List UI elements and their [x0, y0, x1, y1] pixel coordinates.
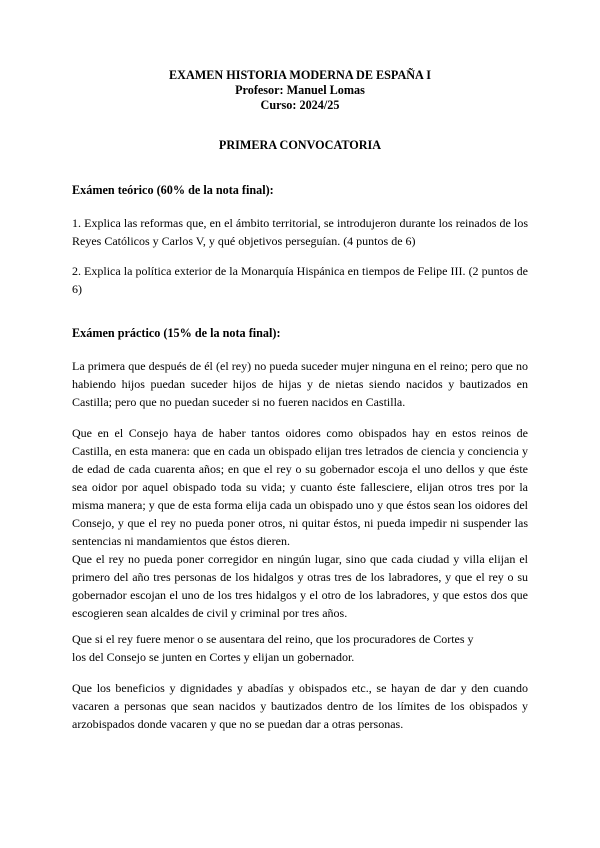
practice-paragraph-4-line-1: Que si el rey fuere menor o se ausentara del reino, que los procuradores de Cortes y: [72, 632, 474, 646]
practice-paragraph-2: Que en el Consejo haya de haber tantos oidores como obispados hay en estos reinos de Castilla, en esta manera: que en cada un obispado elijan tres letrados de ciencia y conciencia y de edad de cada cuarenta años; en que el rey o su gobernador escoja el uno dellos y que éste sea oidor por aquel obispado toda su vida; y cuanto éste fallesciere, elijan otros tres por la misma manera; y que de esta forma elija cada un obispado uno y que éstos sean los oidores del Consejo, y que el rey no pueda poner otros, ni quitar éstos, ni pueda impedir ni suspender las sentencias ni mandamientos que éstos dieren.: [72, 426, 528, 548]
exam-header: [0, 68, 600, 114]
course-line: Curso: 2024/25: [260, 98, 340, 113]
professor-line: Profesor: Manuel Lomas: [235, 83, 365, 98]
convocatoria-title: PRIMERA CONVOCATORIA: [218, 138, 382, 152]
practice-paragraph-1: La primera que después de él (el rey) no pueda suceder mujer ninguna en el reino; pero que no habiendo hijos puedan suceder hijos de hijas y de nietas siendo nacidos y bautizados en Castilla; pero que no puedan suceder si no fueren nacidos en Castilla.: [72, 359, 528, 409]
practice-paragraph-4-line-2: los del Consejo se junten en Cortes y elijan un gobernador.: [72, 650, 355, 664]
theory-question-1: 1. Explica las reformas que, en el ámbito territorial, se introdujeron durante los reinados de los Reyes Católicos y Carlos V, y qué objetivos perseguían. (4 puntos de 6): [72, 216, 528, 248]
theory-question-2: 2. Explica la política exterior de la Monarquía Hispánica en tiempos de Felipe III. (2 puntos de 6): [72, 264, 528, 296]
practice-paragraph-5: Que los beneficios y dignidades y abadías y obispados etc., se hayan de dar y den cuando vacaren a personas que sean nacidos y bautizados dentro de los límites de los obispados y arzobispados donde vacaren y que no se puedan dar a otras personas.: [72, 681, 528, 731]
theory-section-title: Exámen teórico (60% de la nota final):: [72, 183, 274, 197]
exam-title: EXAMEN HISTORIA MODERNA DE ESPAÑA I: [169, 68, 431, 82]
practice-paragraph-4: [72, 630, 528, 666]
practice-section-title: Exámen práctico (15% de la nota final):: [72, 326, 281, 340]
practice-paragraph-3: Que el rey no pueda poner corregidor en ningún lugar, sino que cada ciudad y villa elijan el primero del año tres personas de los hidalgos y otras tres de los labradores, y que el rey o su gobernador escojan el uno de los tres hidalgos y el otro de los labradores, y que estos dos que escogieren sean alcaldes de civil y criminal por tres años.: [72, 552, 528, 620]
